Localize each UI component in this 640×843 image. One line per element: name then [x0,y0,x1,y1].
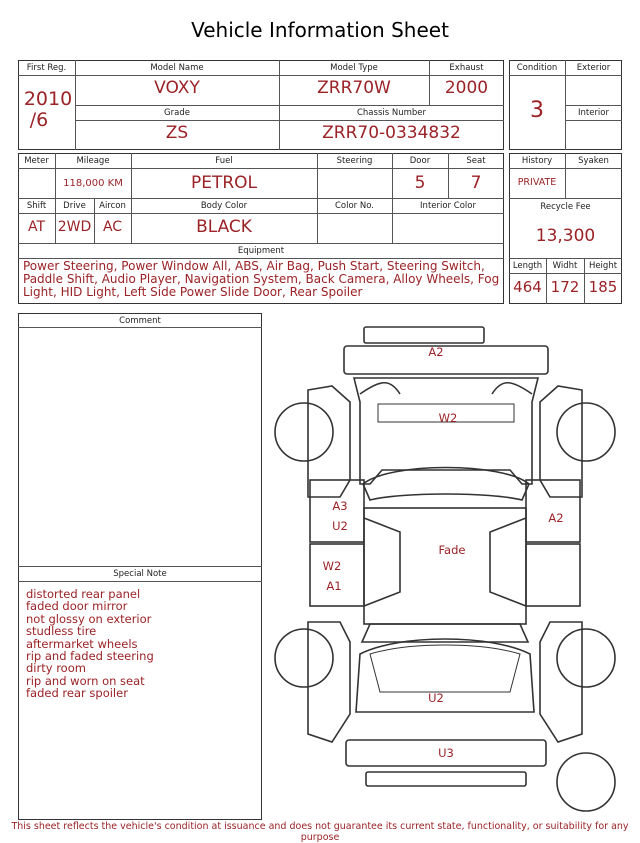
interior-label: Interior [577,108,609,118]
model-type-value: ZRR70W [317,78,391,98]
width-label: Widht [552,261,578,271]
height-value: 185 [588,278,618,296]
list-item: rip and worn on seat [26,673,145,688]
color-no-label: Color No. [334,201,374,211]
list-item: not glossy on exterior [26,611,152,626]
damage-left-rear-door: W2 [322,559,342,573]
first-reg-label: First Reg. [26,63,67,73]
syaken-label: Syaken [578,156,609,166]
list-item: faded rear spoiler [26,686,128,701]
damage-rear-hatch: U2 [428,691,444,705]
meter-label: Meter [24,156,49,166]
list-item: aftermarket wheels [26,636,138,651]
model-name-label: Model Name [150,63,204,73]
damage-left-rear-door-2: A1 [326,579,342,593]
first-reg-year: 2010 [23,88,73,110]
damage-hood: W2 [438,411,458,425]
exhaust-value: 2000 [444,78,489,98]
mileage-label: Mileage [76,156,110,166]
recycle-fee-value: 13,300 [535,226,596,246]
mileage-value: 118,000 KM [63,178,123,189]
special-notes-list [26,588,258,700]
special-note-label: Special Note [113,569,167,579]
damage-left-front-door-2: U2 [332,519,348,533]
width-value: 172 [550,278,580,296]
history-value: PRIVATE [517,177,557,188]
first-reg-month: /6 [29,109,49,131]
height-label: Height [588,261,618,271]
aircon-value: AC [102,219,123,235]
damage-roof: Fade [438,543,466,557]
seat-value: 7 [470,173,482,193]
model-type-label: Model Type [330,63,378,73]
list-item: rip and faded steering [26,649,154,664]
body-color-value: BLACK [196,217,252,237]
grade-value: ZS [165,123,189,143]
fuel-label: Fuel [215,156,233,166]
steering-label: Steering [336,156,373,166]
length-value: 464 [513,278,542,296]
length-label: Length [512,261,543,271]
list-item: dirty room [26,661,86,676]
drive-label: Drive [63,201,86,211]
damage-front-bumper: A2 [428,345,444,359]
comment-label: Comment [119,316,161,326]
disclaimer-footer: This sheet reflects the vehicle's condition at issuance and does not guarantee its current state, functionality, or suitability for any purpose [11,821,629,843]
interior-color-label: Interior Color [420,201,476,211]
drive-value: 2WD [57,219,92,235]
history-label: History [521,156,553,166]
door-label: Door [409,156,431,166]
door-value: 5 [414,173,426,193]
list-item: studless tire [26,624,97,639]
seat-label: Seat [466,156,486,166]
model-name-value: VOXY [154,78,200,98]
damage-rear-bumper: U3 [438,746,454,760]
exterior-label: Exterior [576,63,611,73]
damage-left-front-door: A3 [332,499,348,513]
aircon-label: Aircon [99,201,126,211]
chassis-number-value: ZRR70-0334832 [322,123,461,143]
chassis-number-label: Chassis Number [356,108,427,118]
equipment-list: Power Steering, Power Window All, ABS, Air Bag, Push Start, Steering Switch, Paddle Shift, Audio Player, Navigation System, Back Camera, Alloy Wheels, Fog Light, HID Light, Left Side Power Slide Door, Rear Spoiler [23,259,500,299]
equipment-label: Equipment [237,246,285,256]
exhaust-label: Exhaust [449,63,484,73]
fuel-value: PETROL [190,173,258,193]
condition-label: Condition [516,63,558,73]
body-color-label: Body Color [200,201,248,211]
list-item: distorted rear panel [26,587,141,601]
shift-value: AT [27,219,46,235]
grade-label: Grade [164,108,190,118]
list-item: faded door mirror [26,599,128,614]
recycle-fee-label: Recycle Fee [540,202,591,212]
damage-right-door: A2 [548,511,564,525]
condition-value: 3 [530,98,544,123]
car-damage-diagram [270,322,620,818]
sheet-title: Vehicle Information Sheet [191,18,449,42]
shift-label: Shift [26,201,47,211]
